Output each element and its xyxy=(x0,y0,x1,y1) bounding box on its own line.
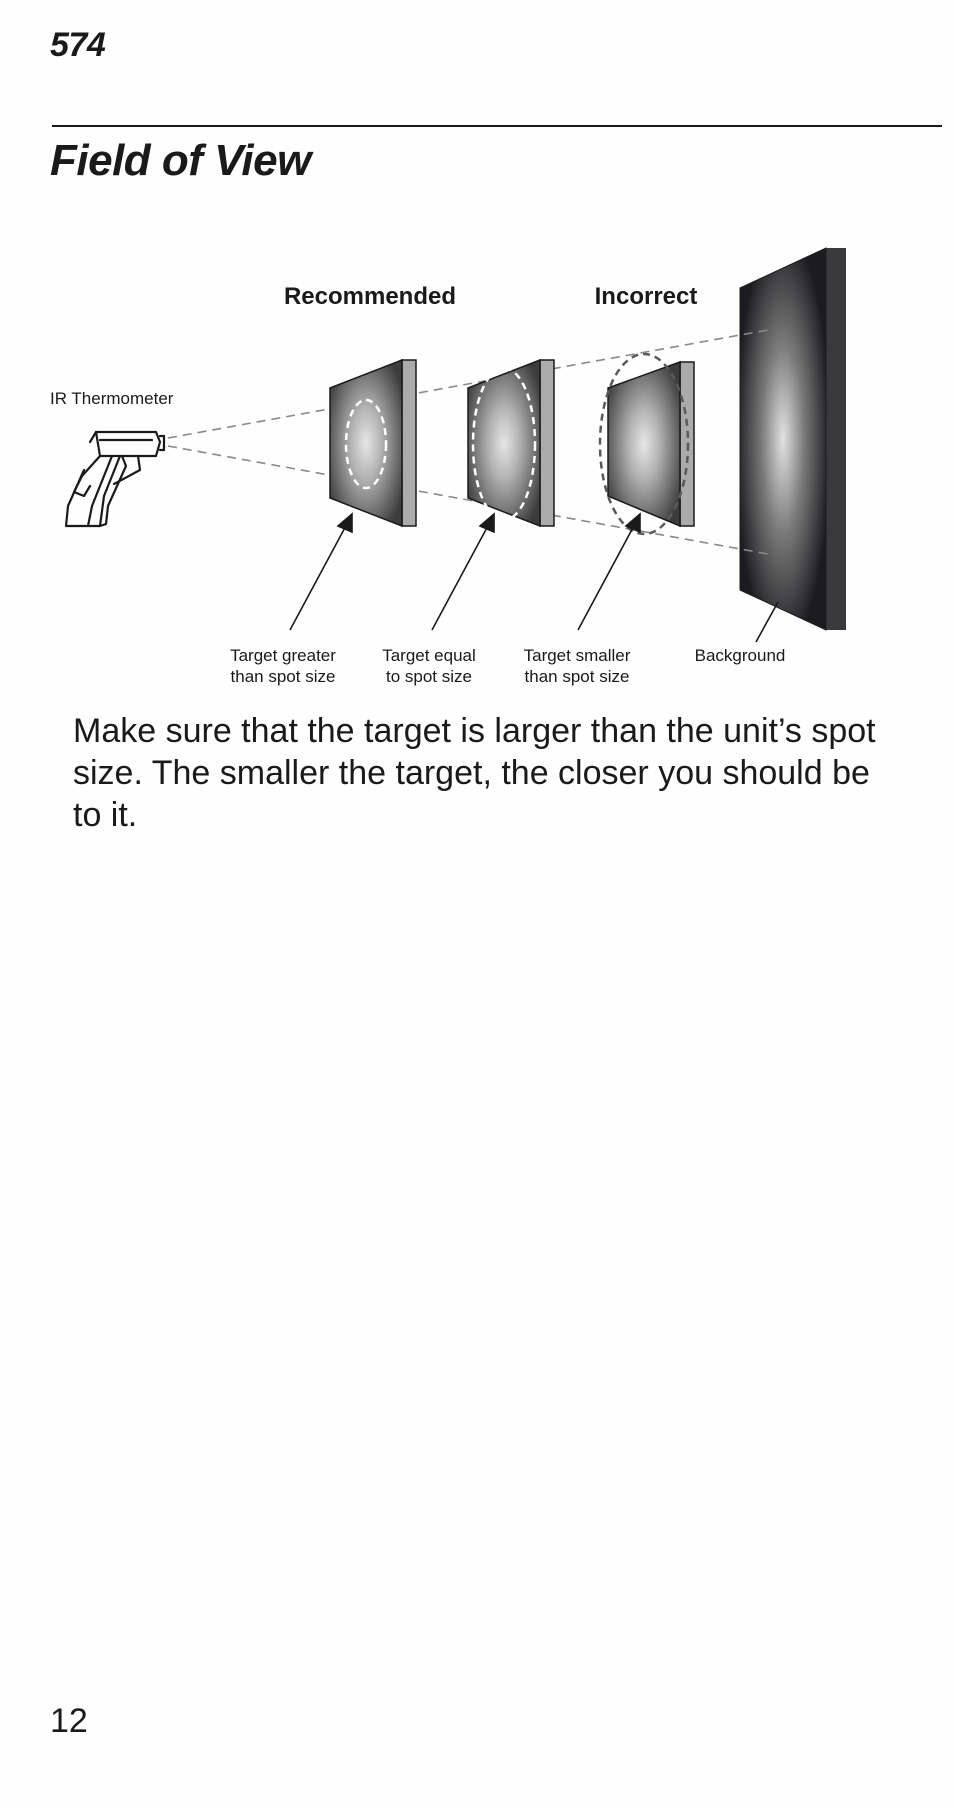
model-number: 574 xyxy=(50,26,106,64)
label-ir-thermometer: IR Thermometer xyxy=(50,389,174,408)
section-title: Field of View xyxy=(50,136,311,185)
page-number: 12 xyxy=(50,1702,88,1740)
background-panel xyxy=(740,248,846,630)
target-greater xyxy=(330,360,416,526)
field-of-view-diagram xyxy=(0,230,954,690)
label-incorrect: Incorrect xyxy=(594,283,698,310)
label-recommended: Recommended xyxy=(283,283,457,310)
caption-equal-line1: Target equal xyxy=(382,646,476,665)
ir-thermometer-icon xyxy=(66,432,164,526)
caption-background: Background xyxy=(694,646,786,665)
target-equal xyxy=(468,360,554,526)
pointer-arrows xyxy=(290,514,778,642)
target-smaller xyxy=(600,354,694,534)
body-paragraph: Make sure that the target is larger than the unit’s spot size. The smaller the target, the closer you should be to it. xyxy=(73,712,876,834)
caption-greater-line2: than spot size xyxy=(230,667,336,686)
caption-smaller-line1: Target smaller xyxy=(523,646,631,665)
header-rule xyxy=(52,125,942,127)
caption-equal-line2: to spot size xyxy=(386,667,472,686)
caption-smaller-line2: than spot size xyxy=(524,667,630,686)
caption-greater-line1: Target greater xyxy=(230,646,336,665)
